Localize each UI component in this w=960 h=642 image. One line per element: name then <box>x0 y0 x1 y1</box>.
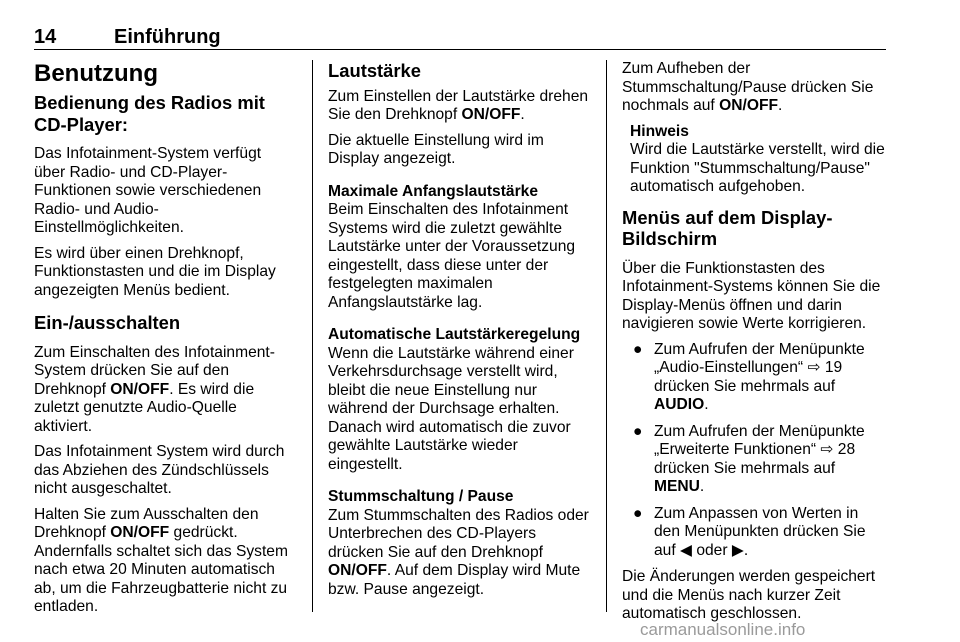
paragraph: Die aktuelle Einstellung wird im Display angezeigt. <box>328 131 544 167</box>
topic-mute <box>328 488 590 599</box>
chapter-title: Einführung <box>114 26 221 48</box>
subsection-title-menues: Menüs auf dem Display-Bildschirm <box>622 206 833 249</box>
note-title: Hinweis <box>630 122 689 140</box>
column-2 <box>328 60 590 606</box>
section-title-benutzung: Benutzung <box>34 60 158 87</box>
header-divider <box>34 49 886 50</box>
paragraph: Das Infotainment System wird durch das Abziehen des Zündschlüssels nicht ausgeschaltet. <box>34 443 285 497</box>
key-label: ON/OFF <box>110 524 170 541</box>
topic-auto-volume <box>328 326 590 474</box>
page-header <box>34 26 886 48</box>
key-label: ON/OFF <box>328 562 387 579</box>
bullet-icon: ● <box>633 340 643 358</box>
list-item: ● Zum Aufrufen der Menüpunkte „Audio-Einstellungen“ ⇨ 19 drücken Sie mehrmals auf AUDIO. <box>633 340 865 413</box>
paragraph: Es wird über einen Drehknopf, Funktionstasten und die im Display angezeigten Menüs bedient. <box>34 244 276 299</box>
list-item: ● Zum Anpassen von Werten in den Menüpunkten drücken Sie auf ◀ oder ▶. <box>633 504 866 559</box>
note-box <box>630 123 886 197</box>
topic-max-volume <box>328 183 590 313</box>
bullet-icon: ● <box>633 504 643 522</box>
page-number: 14 <box>34 26 57 48</box>
note-text: Wird die Lautstärke verstellt, wird die Funktion "Stummschaltung/Pause" automatisch aufgehoben. <box>630 141 885 195</box>
topic-heading: Automatische Lautstärkeregelung <box>328 326 581 343</box>
key-label: ON/OFF <box>461 106 521 123</box>
topic-heading: Maximale Anfangslautstärke <box>328 182 539 200</box>
paragraph: Zum Aufheben der Stummschaltung/Pause drücken Sie nochmals auf ON/OFF. <box>622 60 874 114</box>
subsection-title-bedienung: Bedienung des Radios mit CD-Player: <box>34 92 265 135</box>
key-label: MENU <box>654 478 700 495</box>
paragraph: Wenn die Lautstärke während einer Verkehrsdurchsage verstellt wird, bleibt die neue Einstellung nur während der Durchsage erhalten. Danach wird automatisch die zuvor gewählte Lautstärke wieder eingestellt. <box>328 344 574 473</box>
column-3 <box>622 60 886 631</box>
page-reference: ⇨ 19 <box>807 359 843 376</box>
key-label: ON/OFF <box>110 380 170 398</box>
key-label: ON/OFF <box>719 97 778 114</box>
paragraph: Zum Einstellen der Lautstärke drehen Sie den Drehknopf ON/OFF. <box>328 87 589 123</box>
key-label: AUDIO <box>654 396 705 413</box>
paragraph: Beim Einschalten des Infotainment Systems wird die zuletzt gewählte Lautstärke unter der Voraussetzung eingestellt, dass diese unter der festgelegten maximalen Anfangslautstärke lag. <box>328 201 576 311</box>
paragraph: Zum Stummschalten des Radios oder Unterbrechen des CD-Players drücken Sie auf den Drehknopf ON/OFF. Auf dem Display wird Mute bzw. Pause angezeigt. <box>328 506 589 598</box>
paragraph: Die Änderungen werden gespeichert und die Menüs nach kurzer Zeit automatisch geschlossen. <box>622 568 876 622</box>
bullet-list <box>622 341 886 561</box>
subsection-title-ein-ausschalten: Ein-/ausschalten <box>34 312 181 333</box>
page-reference: ⇨ 28 <box>820 441 856 458</box>
column-1 <box>34 60 296 624</box>
paragraph: Andernfalls schaltet sich das System nach etwa 20 Minuten automatisch ab, um die Fahrzeugbatterie nicht zu entladen. <box>34 542 288 615</box>
paragraph: Über die Funktionstasten des Infotainment-Systems können Sie die Display-Menüs öffnen und darin navigieren sowie Werte korrigieren. <box>622 259 881 332</box>
subsection-title-lautstaerke: Lautstärke <box>328 60 422 81</box>
column-divider-2 <box>606 60 607 612</box>
topic-heading: Stummschaltung / Pause <box>328 488 514 505</box>
paragraph: Zum Einschalten des Infotainment-System drücken Sie auf den Drehknopf ON/OFF. Es wird die zuletzt genutzte Audio-Quelle aktiviert. <box>34 343 275 435</box>
paragraph: Halten Sie zum Ausschalten den Drehknopf ON/OFF gedrückt. <box>34 505 259 541</box>
paragraph: Das Infotainment-System verfügt über Radio- und CD-Player-Funktionen sowie verschiedenen Radio- und Audio-Einstellmöglichkeiten. <box>34 145 262 236</box>
list-item: ● Zum Aufrufen der Menüpunkte „Erweiterte Funktionen“ ⇨ 28 drücken Sie mehrmals auf MENU. <box>633 422 865 495</box>
bullet-icon: ● <box>633 422 643 440</box>
watermark: carmanualsonline.info <box>640 620 806 639</box>
column-divider-1 <box>312 60 313 612</box>
